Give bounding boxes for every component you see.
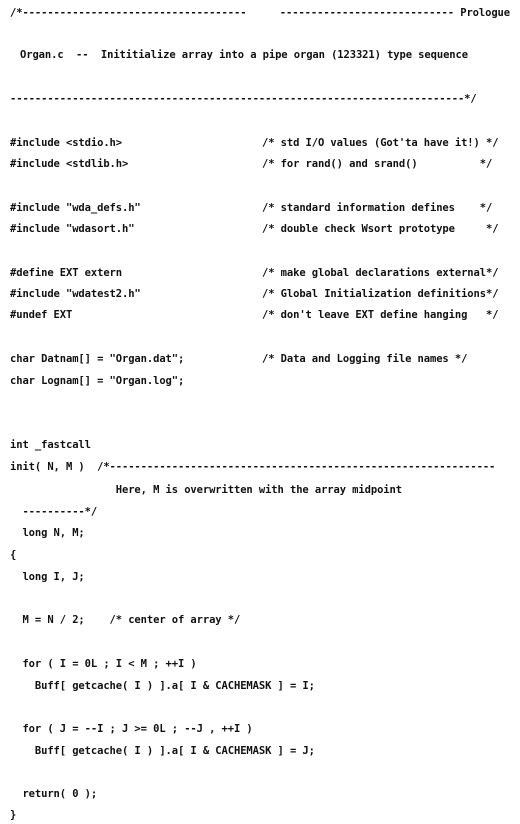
datnam-comment: /* Data and Logging file names */ bbox=[262, 353, 468, 365]
include-wdatest2: #include "wdatest2.h" bbox=[10, 288, 141, 300]
param-declaration: long N, M; bbox=[10, 527, 85, 539]
include-wda-defs: #include "wda_defs.h" bbox=[10, 202, 141, 214]
ascending-assignment: Buff[ getcache( I ) ].a[ I & CACHEMASK ] = I; bbox=[10, 680, 315, 692]
prologue-title: Organ.c -- Inititialize array into a pipe organ (123321) type sequence bbox=[20, 49, 468, 61]
include-wdatest2-comment: /* Global Initialization definitions*/ bbox=[262, 288, 499, 300]
include-wdasort: #include "wdasort.h" bbox=[10, 223, 135, 235]
undef-ext: #undef EXT bbox=[10, 309, 73, 321]
include-stdio-comment: /* std I/O values (Got'ta have it!) */ bbox=[262, 137, 499, 149]
include-wdasort-comment: /* double check Wsort prototype */ bbox=[262, 223, 499, 235]
datnam-declaration: char Datnam[] = "Organ.dat"; bbox=[10, 353, 185, 365]
function-comment-text: Here, M is overwritten with the array midpoint bbox=[10, 484, 402, 496]
return-statement: return( 0 ); bbox=[10, 788, 98, 800]
descending-assignment: Buff[ getcache( I ) ].a[ I & CACHEMASK ] = J; bbox=[10, 745, 315, 757]
close-brace: } bbox=[10, 809, 17, 821]
function-return-type: int _fastcall bbox=[10, 439, 91, 451]
include-stdlib: #include <stdlib.h> bbox=[10, 158, 129, 170]
ascending-loop: for ( I = 0L ; I < M ; ++I ) bbox=[10, 658, 197, 670]
include-wda-defs-comment: /* standard information defines */ bbox=[262, 202, 493, 214]
undef-ext-comment: /* don't leave EXT define hanging */ bbox=[262, 309, 499, 321]
prologue-top-rule-right: ---------------------------- Prologue bbox=[279, 7, 510, 19]
descending-loop: for ( J = --I ; J >= 0L ; --J , ++I ) bbox=[10, 723, 253, 735]
include-stdlib-comment: /* for rand() and srand() */ bbox=[262, 158, 493, 170]
function-signature: init( N, M ) /*-------------------------------------------------------------- bbox=[10, 461, 496, 473]
prologue-bottom-rule: -------------------------------------------------------------------------*/ bbox=[10, 93, 477, 105]
open-brace: { bbox=[10, 549, 17, 561]
local-declaration: long I, J; bbox=[10, 571, 85, 583]
lognam-declaration: char Lognam[] = "Organ.log"; bbox=[10, 375, 185, 387]
prologue-top-rule-left: /*------------------------------------ bbox=[10, 7, 247, 19]
midpoint-statement: M = N / 2; /* center of array */ bbox=[10, 614, 241, 626]
include-stdio: #include <stdio.h> bbox=[10, 137, 122, 149]
define-ext: #define EXT extern bbox=[10, 267, 122, 279]
define-ext-comment: /* make global declarations external*/ bbox=[262, 267, 499, 279]
function-comment-end: ----------*/ bbox=[10, 506, 98, 518]
